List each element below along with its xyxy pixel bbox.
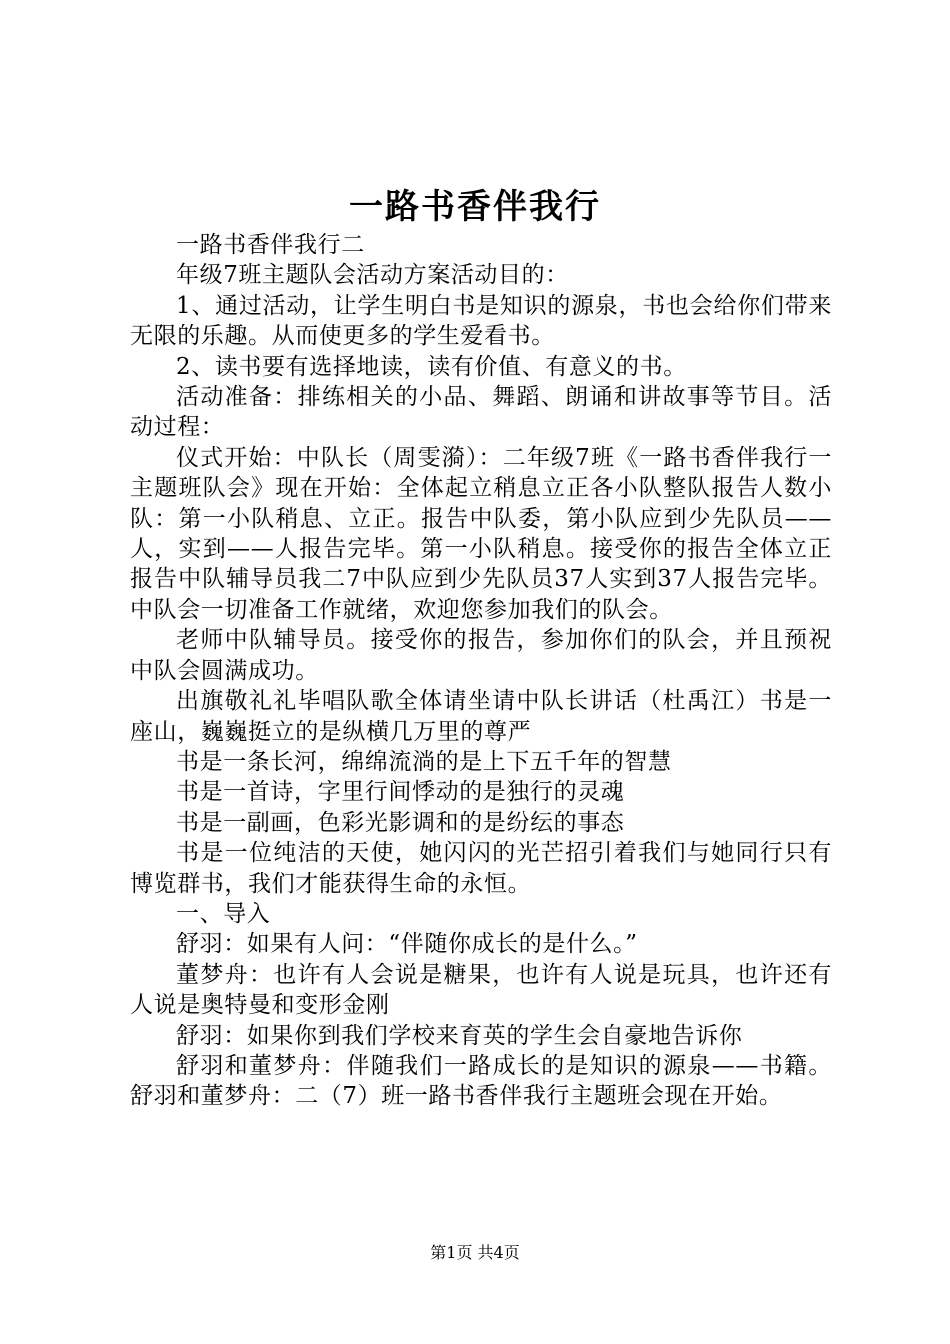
paragraph: 董梦舟：也许有人会说是糖果，也许有人说是玩具，也许还有人说是奥特曼和变形金刚 xyxy=(130,961,832,1019)
document-body xyxy=(130,230,832,1112)
paragraph: 出旗敬礼礼毕唱队歌全体请坐请中队长讲话（杜禹江）书是一座山，巍巍挺立的是纵横几万里的尊严 xyxy=(130,688,832,745)
paragraph: 书是一位纯洁的天使，她闪闪的光芒招引着我们与她同行只有博览群书，我们才能获得生命的永恒。 xyxy=(130,840,832,897)
paragraph: 书是一副画，色彩光影调和的是纷纭的事态 xyxy=(176,809,625,836)
paragraph: 年级7班主题队会活动方案活动目的： xyxy=(176,262,569,289)
paragraph: 活动准备：排练相关的小品、舞蹈、朗诵和讲故事等节目。活动过程： xyxy=(130,384,832,441)
paragraph: 仪式开始：中队长（周雯漪）：二年级7班《一路书香伴我行一主题班队会》现在开始：全体起立稍息立正各小队整队报告人数小队：第一小队稍息、立正。报告中队委，第小队应到少先队员——人，实到——人报告完毕。第一小队稍息。接受你的报告全体立正报告中队辅导员我二7中队应到少先队员37人实到37人报告完毕。中队会一切准备工作就绪，欢迎您参加我们的队会。 xyxy=(130,444,832,623)
paragraph: 一、导入 xyxy=(176,900,271,927)
paragraph: 1、通过活动，让学生明白书是知识的源泉，书也会给你们带来无限的乐趣。从而使更多的学生爱看书。 xyxy=(130,292,832,350)
paragraph: 书是一首诗，字里行间悸动的是独行的灵魂 xyxy=(176,779,625,806)
paragraph: 书是一条长河，绵绵流淌的是上下五千年的智慧 xyxy=(176,748,672,775)
page-number-footer: 第1页 共4页 xyxy=(430,1243,520,1262)
paragraph: 老师中队辅导员。接受你的报告，参加你们的队会，并且预祝中队会圆满成功。 xyxy=(130,627,832,684)
paragraph: 一路书香伴我行二 xyxy=(176,232,365,258)
document-title: 一路书香伴我行 xyxy=(349,187,601,227)
paragraph: 舒羽和董梦舟：伴随我们一路成长的是知识的源泉——书籍。舒羽和董梦舟：二（7）班一路书香伴我行主题班会现在开始。 xyxy=(130,1052,832,1110)
paragraph: 舒羽：如果有人问：“伴随你成长的是什么。” xyxy=(176,931,638,958)
paragraph: 舒羽：如果你到我们学校来育英的学生会自豪地告诉你 xyxy=(176,1022,743,1049)
paragraph: 2、读书要有选择地读，读有价值、有意义的书。 xyxy=(176,353,687,380)
